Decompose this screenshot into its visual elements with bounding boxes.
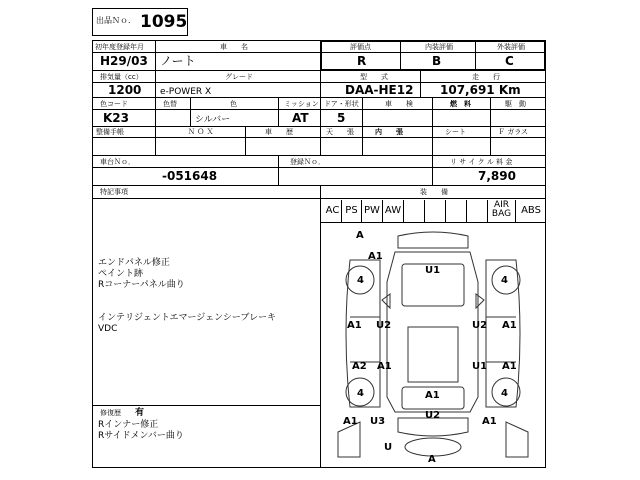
fuel-label: 燃 料 [450,100,471,108]
lot-number: 1095 [140,12,188,32]
equipment-ac: AC [320,200,342,222]
recycle-label: リ サ イ ク ル 料 金 [450,158,513,166]
equipment-airbag: AIR BAG [488,200,516,222]
color-value: シルバー [195,115,231,125]
doors-value: 5 [337,111,346,125]
damage-mark: A2 [352,361,367,372]
remark-line: インテリジェントエマージェンシーブレーキ [98,313,277,323]
color-code-value: K23 [103,111,129,125]
model-value: DAA-HE12 [345,83,414,97]
damage-mark: U1 [425,265,441,276]
damage-mark: A1 [425,390,440,401]
repair-label: 修復歴 [100,409,121,417]
equipment-pw: PW [362,200,383,222]
repair-value: 有 [135,408,145,418]
equipment-blank-3 [446,200,467,222]
car-damage-diagram [320,222,546,468]
equipment-blank-1 [404,200,425,222]
inspection-label: 車 検 [385,100,413,108]
repair-line: Rインナー修正 [98,420,159,430]
lot-number-label: 出品Ｎｏ． [96,16,136,25]
remark-line: VDC [98,324,118,334]
remarks-label: 特記事項 [100,188,128,196]
score-value: R [357,54,367,68]
interior-value: B [432,54,442,68]
first-reg-label: 初年度登録年月 [95,43,144,51]
repair-line: Rサイドメンバー曲り [98,431,184,441]
tire-mark: 4 [501,388,508,399]
chassis-value: -051648 [162,169,218,183]
damage-mark: A1 [377,361,392,372]
sunroof-label: 天 張 [326,128,354,136]
color-code-label: 色コード [100,100,128,108]
equipment-blank-4 [467,200,488,222]
first-reg-value: H29/03 [100,54,148,68]
displacement-label: 排気量（cc） [100,73,143,81]
recycle-value: 7,890 [478,169,516,183]
mileage-value: 107,691 Km [440,83,521,97]
damage-mark: A1 [502,320,517,331]
tire-mark: 4 [357,275,364,286]
displacement-value: 1200 [108,83,142,97]
reg-no-label: 登録Ｎｏ． [290,158,325,166]
damage-mark: U [384,442,393,453]
equipment-blank-2 [425,200,446,222]
equipment-ps: PS [342,200,362,222]
damage-mark: A1 [347,320,362,331]
remark-line: ペイント跡 [98,269,144,279]
equipment-label: 装 備 [420,188,448,196]
remark-line: エンドパネル修正 [98,258,170,268]
history-label: 車 歴 [265,128,293,136]
damage-mark: U1 [472,361,488,372]
front-glass-label: Ｆ ガラス [498,128,529,136]
chassis-label: 車台Ｎｏ． [100,158,135,166]
damage-mark: U2 [376,320,392,331]
damage-mark: U2 [425,410,441,421]
damage-mark: A [356,230,364,241]
damage-mark: A1 [343,416,358,427]
tire-mark: 4 [357,388,364,399]
damage-mark: A1 [368,251,383,262]
model-label: 型 式 [360,73,388,81]
interior-attr-label: 内 張 [375,128,403,136]
nox-label: Ｎ Ｏ Ｘ [188,128,214,136]
mileage-label: 走 行 [472,73,500,81]
exterior-value: C [505,54,514,68]
service-book-label: 整備手帳 [96,128,124,136]
mission-value: AT [292,111,309,125]
damage-mark: U3 [370,416,386,427]
seat-label: シート [445,128,466,136]
damage-mark: A [428,454,436,465]
grade-value: e-POWER X [160,87,212,97]
doors-label: ドア・形状 [324,100,359,108]
color-group-label: 色替 [163,100,177,108]
equipment-aw: AW [383,200,404,222]
damage-mark: A1 [502,361,517,372]
drive-label: 駆 動 [505,100,526,108]
interior-label: 内装評価 [425,43,453,51]
mission-label: ミッション [284,100,319,108]
score-label: 評価点 [350,43,371,51]
tire-mark: 4 [501,275,508,286]
grade-label: グレード [225,73,253,81]
remark-line: Rコーナーパネル曲り [98,280,185,290]
car-name-value: ノート [160,54,196,68]
car-name-label: 車 名 [220,43,248,51]
color-label: 色 [230,100,237,108]
equipment-abs: ABS [521,205,541,216]
damage-mark: A1 [482,416,497,427]
exterior-label: 外装評価 [497,43,525,51]
damage-mark: U2 [472,320,488,331]
